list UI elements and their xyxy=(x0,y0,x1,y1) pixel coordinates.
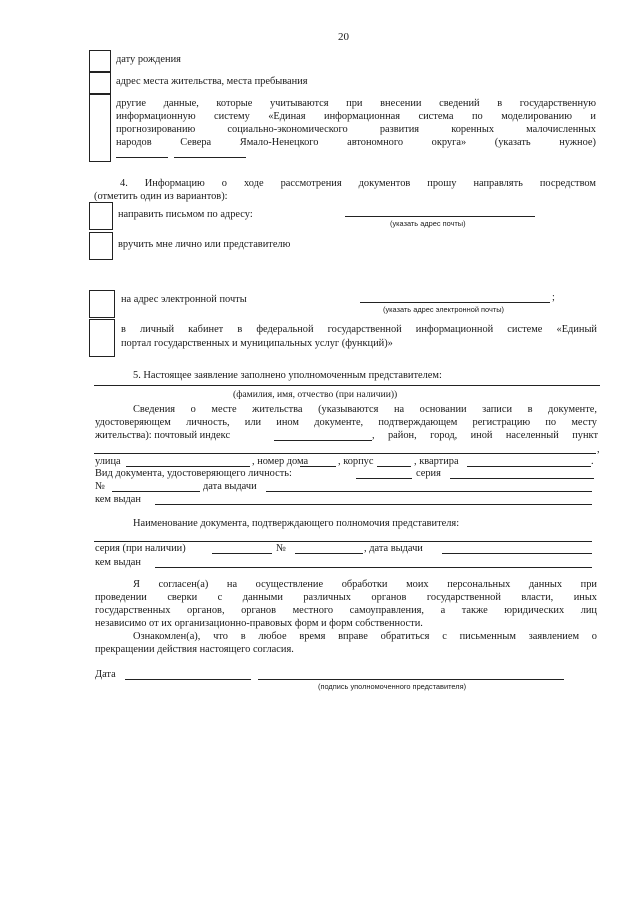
residence-info-line2: удостоверяющем личность, или ином документе, подтверждающем регистрацию по месту xyxy=(95,417,597,428)
locality-comma: , xyxy=(597,444,600,455)
section4-heading-note: (отметить один из вариантов): xyxy=(94,191,228,202)
issued-by-label: кем выдан xyxy=(95,494,141,505)
checkbox-other-data[interactable] xyxy=(89,94,111,162)
issue-date-field[interactable] xyxy=(266,491,592,492)
option-by-letter-label: направить письмом по адресу: xyxy=(118,209,253,220)
consent-line3: государственных органов, органов местного самоуправления, а также юридических лиц xyxy=(95,605,597,616)
acknowledgement-line1: Ознакомлен(а), что в любое время вправе обратиться с письменным заявлением о xyxy=(133,631,597,642)
option-email-label: на адрес электронной почты xyxy=(121,294,247,305)
checkbox-email[interactable] xyxy=(89,290,115,318)
option-other-data-line2: информационную систему «Единая информационная система по моделированию и xyxy=(116,111,596,122)
checkbox-residence-address[interactable] xyxy=(89,72,111,94)
postal-address-caption: (указать адрес почты) xyxy=(390,219,466,228)
authority-series-label: серия (при наличии) xyxy=(95,543,186,554)
email-address-field[interactable] xyxy=(360,302,550,303)
postal-index-field[interactable] xyxy=(274,440,372,441)
house-label: , номер дома xyxy=(252,456,309,467)
option-cabinet-line2: портал государственных и муниципальных услуг (функций)» xyxy=(121,338,393,349)
authority-issued-by-label: кем выдан xyxy=(95,557,141,568)
authority-document-label: Наименование документа, подтверждающего полномочия представителя: xyxy=(133,518,460,529)
apartment-label: , квартира xyxy=(414,456,459,467)
signature-field[interactable] xyxy=(258,679,564,680)
consent-line2: проведении сверки с данными различных органов государственной власти, иных xyxy=(95,592,597,603)
option-in-person-label: вручить мне лично или представителю xyxy=(118,239,291,250)
number-field[interactable] xyxy=(112,491,200,492)
acknowledgement-line2: прекращении действия настоящего согласия. xyxy=(95,644,294,655)
street-label: улица xyxy=(95,456,121,467)
number-label: № xyxy=(95,481,105,492)
residence-info-line3-a: жительства): почтовый индекс xyxy=(95,430,231,441)
consent-line4: независимо от их организационно-правовых форм и форм собственности. xyxy=(95,618,423,629)
apartment-field[interactable] xyxy=(467,466,591,467)
option-cabinet-line1: в личный кабинет в федеральной государственной информационной системе «Единый xyxy=(121,324,597,335)
series-field[interactable] xyxy=(450,478,594,479)
checkbox-personal-cabinet[interactable] xyxy=(89,319,115,357)
issued-by-field[interactable] xyxy=(155,504,592,505)
section5-heading: 5. Настоящее заявление заполнено уполномоченным представителем: xyxy=(133,370,442,381)
apartment-dot: . xyxy=(591,456,594,467)
date-label: Дата xyxy=(95,669,116,680)
series-label: серия xyxy=(416,468,441,479)
authority-number-label: № xyxy=(276,543,286,554)
representative-name-field[interactable] xyxy=(94,385,600,386)
email-address-caption: (указать адрес электронной почты) xyxy=(383,305,504,314)
option-other-data-line1: другие данные, которые учитываются при внесении сведений в государственную xyxy=(116,98,596,109)
building-field[interactable] xyxy=(377,466,411,467)
locality-field[interactable] xyxy=(94,453,596,454)
section4-heading: 4. Информацию о ходе рассмотрения документов прошу направлять посредством xyxy=(120,178,596,189)
signature-caption: (подпись уполномоченного представителя) xyxy=(318,682,467,691)
authority-number-field[interactable] xyxy=(295,553,363,554)
house-field[interactable] xyxy=(300,466,336,467)
postal-address-field[interactable] xyxy=(345,216,535,217)
authority-series-field[interactable] xyxy=(212,553,272,554)
option-other-data-line3: прогнозированию социально-экономического развития коренных малочисленных xyxy=(116,124,596,135)
authority-issue-date-field[interactable] xyxy=(442,553,592,554)
id-document-label: Вид документа, удостоверяющего личность: xyxy=(95,468,292,479)
option-residence-address-label: адрес места жительства, места пребывания xyxy=(116,76,308,87)
residence-info-line3-b: , район, город, иной населенный пункт xyxy=(372,430,598,441)
building-label: , корпус xyxy=(338,456,374,467)
consent-line1: Я согласен(а) на осуществление обработки моих персональных данных при xyxy=(133,579,597,590)
checkbox-by-letter[interactable] xyxy=(89,202,113,230)
id-document-field[interactable] xyxy=(356,478,412,479)
representative-name-caption: (фамилия, имя, отчество (при наличии)) xyxy=(233,389,398,400)
residence-info-line1: Сведения о месте жительства (указываются на основании записи в документе, xyxy=(133,404,597,415)
other-data-underline-1[interactable] xyxy=(116,157,168,158)
option-birth-date-label: дату рождения xyxy=(116,54,181,65)
checkbox-in-person[interactable] xyxy=(89,232,113,260)
issue-date-label: дата выдачи xyxy=(203,481,257,492)
date-field[interactable] xyxy=(125,679,251,680)
option-other-data-line4: народов Севера Ямало-Ненецкого автономного округа» (указать нужное) xyxy=(116,137,596,148)
checkbox-birth-date[interactable] xyxy=(89,50,111,72)
authority-issued-by-field[interactable] xyxy=(155,567,592,568)
authority-issue-date-label: , дата выдачи xyxy=(364,543,423,554)
other-data-underline-2[interactable] xyxy=(174,157,246,158)
page-number: 20 xyxy=(338,31,349,43)
email-semicolon: ; xyxy=(552,292,555,303)
